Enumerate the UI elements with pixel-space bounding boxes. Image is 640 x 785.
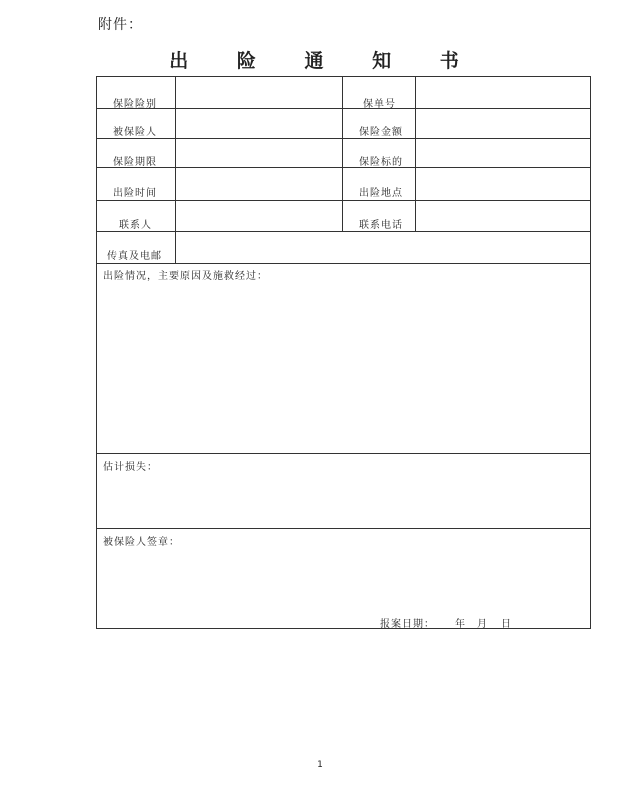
sum-insured-label: 保险金额 <box>359 127 403 138</box>
signature-area[interactable] <box>97 547 591 607</box>
row-divider <box>97 263 590 264</box>
insured-subject-field[interactable] <box>416 139 591 167</box>
policy-number-field[interactable] <box>416 77 591 108</box>
attachment-label: 附件： <box>98 17 143 33</box>
page-number: 1 <box>317 760 323 770</box>
contact-person-field[interactable] <box>176 201 342 231</box>
policy-period-field[interactable] <box>176 139 342 167</box>
incident-description-field[interactable] <box>97 282 591 452</box>
insurance-type-field[interactable] <box>176 77 342 108</box>
incident-time-label: 出险时间 <box>113 188 157 199</box>
estimated-loss-label: 估计损失： <box>103 462 158 473</box>
row-divider <box>97 453 590 454</box>
month-label: 月 <box>477 619 488 630</box>
sum-insured-field[interactable] <box>416 109 591 138</box>
document-title: 出 险 通 知 书 <box>169 50 471 72</box>
signature-label: 被保险人签章： <box>103 537 180 548</box>
claim-notice-form <box>96 76 591 629</box>
row-divider <box>97 528 590 529</box>
incident-location-label: 出险地点 <box>359 188 403 199</box>
incident-description-label: 出险情况，主要原因及施救经过： <box>103 271 268 282</box>
contact-person-label: 联系人 <box>119 220 152 231</box>
day-label: 日 <box>501 619 512 630</box>
insured-label: 被保险人 <box>113 127 157 138</box>
incident-time-field[interactable] <box>176 168 342 200</box>
policy-number-label: 保单号 <box>363 99 396 110</box>
insurance-type-label: 保险险别 <box>113 99 157 110</box>
column-divider <box>342 77 343 231</box>
year-label: 年 <box>455 619 466 630</box>
incident-location-field[interactable] <box>416 168 591 200</box>
report-date-label: 报案日期： <box>380 619 435 630</box>
policy-period-label: 保险期限 <box>113 157 157 168</box>
contact-phone-label: 联系电话 <box>359 220 403 231</box>
fax-email-field[interactable] <box>176 232 591 263</box>
contact-phone-field[interactable] <box>416 201 591 231</box>
insured-field[interactable] <box>176 109 342 138</box>
fax-email-label: 传真及电邮 <box>107 251 162 262</box>
estimated-loss-field[interactable] <box>97 472 591 527</box>
insured-subject-label: 保险标的 <box>359 157 403 168</box>
